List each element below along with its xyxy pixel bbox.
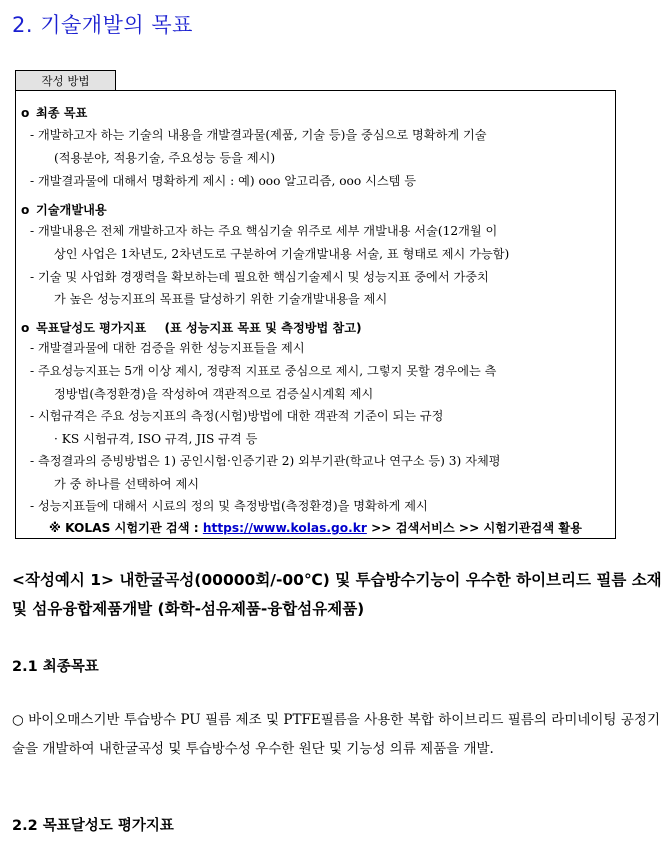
eval-index-line-5: · KS 시험규격, ISO 규격, JIS 규격 등 — [54, 432, 258, 446]
eval-index-line-7: 가 중 하나를 선택하여 제시 — [54, 477, 200, 491]
guide-tab-label: 작성 방법 — [15, 70, 116, 90]
eval-index-line-8: - 성능지표들에 대해서 시료의 정의 및 측정방법(측정환경)을 명확하게 제시 — [30, 499, 428, 513]
eval-index-line-2: - 주요성능지표는 5개 이상 제시, 정량적 지표로 중심으로 제시, 그렇지 못할 경우에는 측 — [30, 364, 497, 378]
final-goal-heading: o 최종 목표 — [21, 106, 88, 120]
dev-content-line-1: - 개발내용은 전체 개발하고자 하는 주요 핵심기술 위주로 세부 개발내용 서술(12개월 이 — [30, 224, 498, 238]
dev-content-line-4: 가 높은 성능지표의 목표를 달성하기 위한 기술개발내용을 제시 — [54, 292, 388, 306]
dev-content-heading: o 기술개발내용 — [21, 203, 107, 217]
eval-index-line-4: - 시험규격은 주요 성능지표의 측정(시험)방법에 대한 객관적 기준이 되는 규정 — [30, 409, 444, 423]
kolas-link[interactable]: https://www.kolas.go.kr — [202, 521, 367, 535]
eval-index-line-3: 정방법(측정환경)을 작성하여 객관적으로 검증실시계획 제시 — [54, 387, 374, 401]
dev-content-line-2: 상인 사업은 1차년도, 2차년도로 구분하여 기술개발내용 서술, 표 형태로 제시 가능함) — [54, 247, 510, 261]
eval-index-line-1: - 개발결과물에 대한 검증을 위한 성능지표들을 제시 — [30, 341, 305, 355]
section-title: 2. 기술개발의 목표 — [12, 13, 193, 37]
final-goal-line-1: - 개발하고자 하는 기술의 내용을 개발결과물(제품, 기술 등)을 중심으로 명확하게 기술 — [30, 128, 487, 142]
subsection-final-goal: 2.1 최종목표 — [12, 659, 99, 675]
final-goal-line-2: (적용분야, 적용기술, 주요성능 등을 제시) — [54, 151, 276, 165]
eval-index-line-6: - 측정결과의 증빙방법은 1) 공인시험·인증기관 2) 외부기관(학교나 연구소 등) 3) 자체평 — [30, 454, 501, 468]
dev-content-line-3: - 기술 및 사업화 경쟁력을 확보하는데 필요한 핵심기술제시 및 성능지표 중에서 가중치 — [30, 270, 489, 284]
final-goal-paragraph: ○ 바이오매스기반 투습방수 PU 필름 제조 및 PTFE필름을 사용한 복합 하이브리드 필름의 라미네이팅 공정기술을 개발하여 내한굴곡성 및 투습방수성 우수한 원단 및 기능성 의류 제품을 개발. — [12, 712, 660, 757]
subsection-eval-index: 2.2 목표달성도 평가지표 — [12, 818, 174, 834]
final-goal-line-3: - 개발결과물에 대해서 명확하게 제시 : 예) ooo 알고리즘, ooo 시스템 등 — [30, 174, 417, 188]
example-title: <작성예시 1> 내한굴곡성(00000회/-00℃) 및 투습방수기능이 우수한 하이브리드 필름 소재 및 섬유융합제품개발 (화학-섬유제품-융합섬유제품) — [12, 571, 662, 618]
kolas-notice: ※ KOLAS 시험기관 검색 : https://www.kolas.go.kr >> 검색서비스 >> 시험기관검색 활용 — [49, 521, 582, 535]
eval-index-heading: o 목표달성도 평가지표 (표 성능지표 목표 및 측정방법 참고) — [21, 321, 362, 335]
guide-box — [15, 90, 616, 539]
